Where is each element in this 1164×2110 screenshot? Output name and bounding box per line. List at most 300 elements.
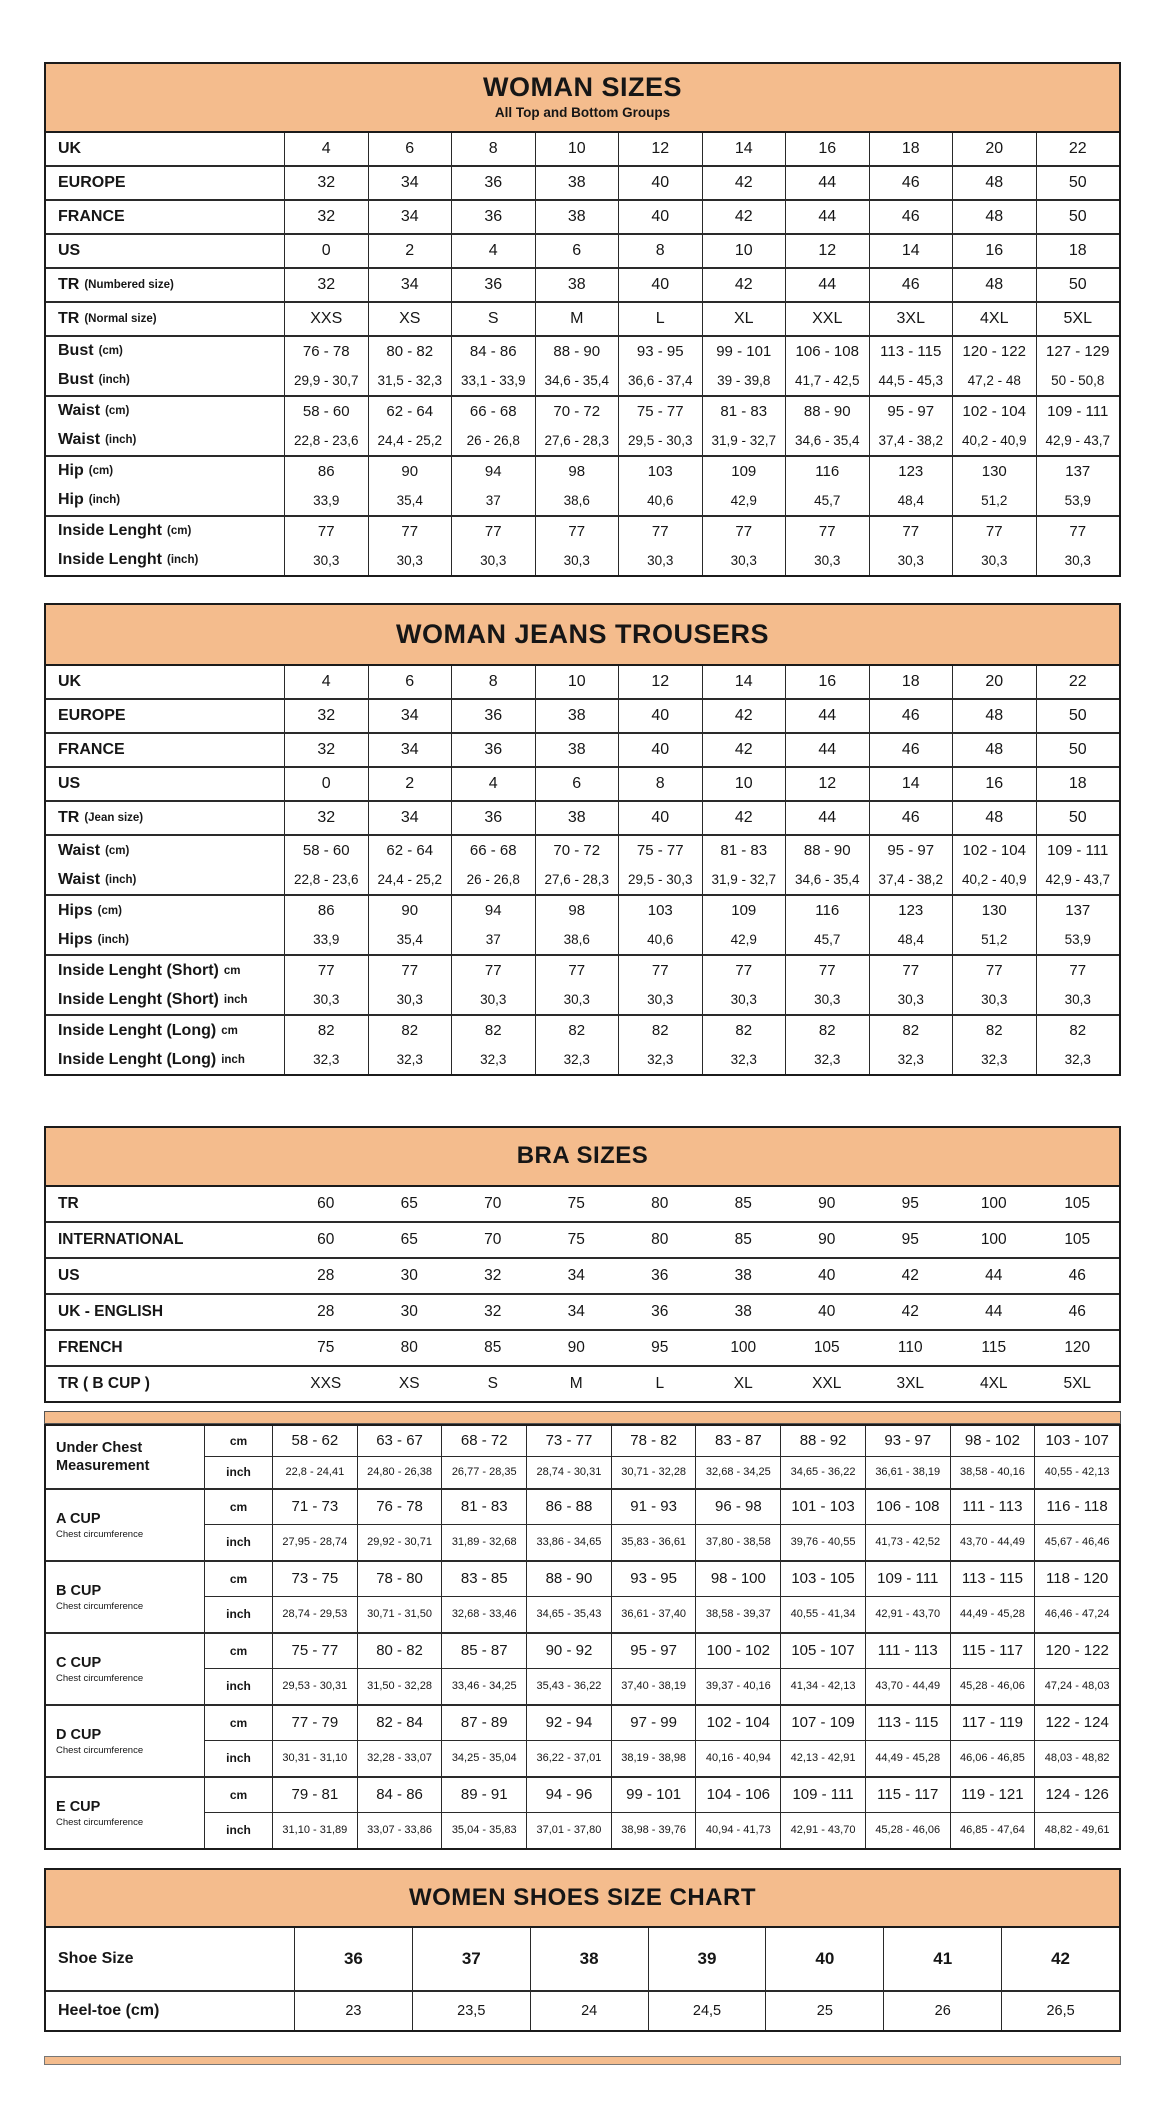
shoe-row-value: 23,5 bbox=[412, 1992, 530, 2030]
measure-row-label-main: Inside Lenght (Short) bbox=[58, 990, 219, 1008]
size-row-value: 50 bbox=[1036, 269, 1120, 301]
bra-row-value: 30 bbox=[400, 1266, 418, 1284]
bra-row-value: 90 bbox=[567, 1338, 585, 1356]
size-row-label bbox=[46, 235, 284, 267]
size-row-value: 14 bbox=[869, 235, 953, 267]
size-row-value: 6 bbox=[535, 235, 619, 267]
size-row-value: XL bbox=[702, 303, 786, 335]
measure-row-value: 40,2 - 40,9 bbox=[952, 426, 1036, 455]
measure-row-value: 30,3 bbox=[368, 985, 452, 1014]
cup-group bbox=[46, 1488, 1119, 1560]
measure-row-value: 30,3 bbox=[869, 985, 953, 1014]
bra-row-value: 34 bbox=[567, 1266, 585, 1284]
size-row-value: 44 bbox=[785, 700, 869, 732]
measure-row-value: 77 bbox=[618, 517, 702, 546]
shoe-row-value: 36 bbox=[294, 1928, 412, 1990]
cup-cm-value: 95 - 97 bbox=[611, 1634, 696, 1669]
size-row-value: 14 bbox=[869, 768, 953, 800]
measure-row bbox=[46, 925, 1119, 954]
measure-row-label bbox=[46, 546, 284, 575]
measure-row-value: 53,9 bbox=[1036, 486, 1120, 515]
cup-inch-value: 34,65 - 36,22 bbox=[780, 1457, 865, 1488]
measure-group bbox=[46, 1014, 1119, 1074]
shoe-row-label-text: Shoe Size bbox=[58, 1950, 134, 1968]
cup-cm-value: 122 - 124 bbox=[1034, 1706, 1119, 1741]
bra-row-value: XXS bbox=[310, 1374, 342, 1392]
measure-row-value: 31,9 - 32,7 bbox=[702, 865, 786, 894]
cup-cm-value: 85 - 87 bbox=[441, 1634, 526, 1669]
size-row-label-main: UK bbox=[58, 139, 82, 157]
measure-row-value: 103 bbox=[618, 457, 702, 486]
size-row bbox=[46, 766, 1119, 800]
size-row-value: 40 bbox=[618, 802, 702, 834]
size-row bbox=[46, 301, 1119, 335]
measure-row-label-unit: (inch) bbox=[105, 873, 137, 886]
measure-row-value: 77 bbox=[451, 956, 535, 985]
size-row-value: 38 bbox=[535, 269, 619, 301]
bra-row-value: XS bbox=[398, 1374, 420, 1392]
measure-row-value: 33,9 bbox=[284, 925, 368, 954]
size-row-value: XXS bbox=[284, 303, 368, 335]
measure-row-value: 34,6 - 35,4 bbox=[785, 426, 869, 455]
shoe-row bbox=[46, 1928, 1119, 1990]
measure-row-value: 82 bbox=[451, 1016, 535, 1045]
measure-row-value: 33,9 bbox=[284, 486, 368, 515]
size-row-label bbox=[46, 269, 284, 301]
size-row-label-main: FRANCE bbox=[58, 207, 125, 225]
bra-row-value: 42 bbox=[901, 1302, 919, 1320]
size-row-label bbox=[46, 700, 284, 732]
bra-row-value: 75 bbox=[567, 1230, 585, 1248]
size-row-label bbox=[46, 201, 284, 233]
shoes-table bbox=[44, 1868, 1121, 2032]
shoe-row-label bbox=[46, 1928, 294, 1990]
cup-inch-value: 38,58 - 40,16 bbox=[950, 1457, 1035, 1488]
cup-inch-value: 45,28 - 46,06 bbox=[865, 1813, 950, 1848]
cup-inch-value: 35,83 - 36,61 bbox=[611, 1525, 696, 1560]
measure-row-value: 27,6 - 28,3 bbox=[535, 865, 619, 894]
measure-row-label bbox=[46, 397, 284, 426]
bra-row-label-text: TR bbox=[58, 1194, 79, 1212]
size-row-value: 42 bbox=[702, 700, 786, 732]
inch-unit-label: inch bbox=[204, 1813, 272, 1848]
measure-row bbox=[46, 426, 1119, 455]
size-row-value: 36 bbox=[451, 700, 535, 732]
size-row-value: 48 bbox=[952, 802, 1036, 834]
measure-row-value: 37 bbox=[451, 486, 535, 515]
size-row-value: 42 bbox=[702, 269, 786, 301]
cup-cm-value: 98 - 102 bbox=[950, 1426, 1035, 1457]
shoe-row-value: 37 bbox=[412, 1928, 530, 1990]
size-row-value: 22 bbox=[1036, 133, 1120, 165]
cup-inch-value: 44,49 - 45,28 bbox=[950, 1597, 1035, 1632]
bra-row-label-text: INTERNATIONAL bbox=[58, 1230, 184, 1248]
measure-row bbox=[46, 486, 1119, 515]
cup-inch-value: 28,74 - 30,31 bbox=[526, 1457, 611, 1488]
bra-row-value: 3XL bbox=[896, 1374, 925, 1392]
measure-row-value: 127 - 129 bbox=[1036, 337, 1120, 366]
cup-inch-value: 30,71 - 32,28 bbox=[611, 1457, 696, 1488]
measure-row-value: 48,4 bbox=[869, 486, 953, 515]
size-row-value: 44 bbox=[785, 269, 869, 301]
measure-row-value: 77 bbox=[785, 517, 869, 546]
measure-row-label-main: Hips bbox=[58, 930, 93, 948]
cup-group-subtitle: Chest circumference bbox=[56, 1600, 144, 1612]
cup-inch-value: 42,13 - 42,91 bbox=[780, 1741, 865, 1776]
size-row-value: 12 bbox=[618, 666, 702, 698]
cup-group-subtitle: Chest circumference bbox=[56, 1672, 144, 1684]
cup-cm-value: 91 - 93 bbox=[611, 1490, 696, 1525]
measure-row-value: 82 bbox=[535, 1016, 619, 1045]
cup-inch-value: 43,70 - 44,49 bbox=[865, 1669, 950, 1704]
measure-group bbox=[46, 954, 1119, 1014]
measure-row-value: 103 bbox=[618, 896, 702, 925]
measure-row-value: 30,3 bbox=[535, 985, 619, 1014]
cup-group-name: Under Chest Measurement bbox=[56, 1439, 150, 1474]
bra-row-value: XL bbox=[733, 1374, 753, 1392]
measure-row-value: 41,7 - 42,5 bbox=[785, 366, 869, 395]
size-row-value: 8 bbox=[451, 133, 535, 165]
measure-row-value: 30,3 bbox=[618, 985, 702, 1014]
cup-inch-value: 46,06 - 46,85 bbox=[950, 1741, 1035, 1776]
size-row-value: 46 bbox=[869, 201, 953, 233]
cup-cm-value: 109 - 111 bbox=[780, 1778, 865, 1813]
shoe-row-value: 24 bbox=[530, 1992, 648, 2030]
measure-row-label bbox=[46, 486, 284, 515]
bra-row-label bbox=[46, 1295, 284, 1329]
bra-row-value: 44 bbox=[985, 1302, 1003, 1320]
cup-inch-value: 38,58 - 39,37 bbox=[695, 1597, 780, 1632]
bra-row-value: 115 bbox=[981, 1338, 1007, 1356]
measure-row-value: 31,5 - 32,3 bbox=[368, 366, 452, 395]
bra-row-value: 4XL bbox=[979, 1374, 1008, 1392]
cup-cm-value: 83 - 87 bbox=[695, 1426, 780, 1457]
cm-unit-label: cm bbox=[204, 1634, 272, 1669]
measure-group bbox=[46, 335, 1119, 395]
cup-inch-value: 36,22 - 37,01 bbox=[526, 1741, 611, 1776]
measure-row-value: 24,4 - 25,2 bbox=[368, 865, 452, 894]
bottom-orange-strip bbox=[44, 2056, 1121, 2065]
bra-row-value: 30 bbox=[400, 1302, 418, 1320]
bra-row-value: 105 bbox=[1064, 1230, 1091, 1248]
size-row-value: 32 bbox=[284, 167, 368, 199]
measure-row-value: 42,9 bbox=[702, 925, 786, 954]
size-row-value: 20 bbox=[952, 133, 1036, 165]
size-row-value: 18 bbox=[1036, 235, 1120, 267]
cup-cm-value: 89 - 91 bbox=[441, 1778, 526, 1813]
size-row-value: 48 bbox=[952, 201, 1036, 233]
cup-cm-value: 87 - 89 bbox=[441, 1706, 526, 1741]
woman-sizes-header bbox=[46, 64, 1119, 133]
measure-row-value: 58 - 60 bbox=[284, 836, 368, 865]
shoe-row-value: 23 bbox=[294, 1992, 412, 2030]
measure-row-label-unit: (cm) bbox=[88, 465, 114, 478]
cup-inch-value: 43,70 - 44,49 bbox=[950, 1525, 1035, 1560]
size-row-value: 10 bbox=[535, 133, 619, 165]
cup-group-subtitle: Chest circumference bbox=[56, 1744, 144, 1756]
measure-row-value: 82 bbox=[869, 1016, 953, 1045]
size-row-value: 32 bbox=[284, 269, 368, 301]
cup-inch-value: 37,01 - 37,80 bbox=[526, 1813, 611, 1848]
size-row-value: 8 bbox=[451, 666, 535, 698]
measure-row-value: 47,2 - 48 bbox=[952, 366, 1036, 395]
size-row-value: 6 bbox=[535, 768, 619, 800]
cup-group-name: E CUP bbox=[56, 1798, 101, 1815]
jeans-rows bbox=[46, 666, 1119, 1074]
bra-row-value: 32 bbox=[484, 1266, 502, 1284]
measure-row-value: 31,9 - 32,7 bbox=[702, 426, 786, 455]
bra-row-label-text: TR ( B CUP ) bbox=[58, 1374, 150, 1392]
measure-row-label-main: Inside Lenght (Short) bbox=[58, 961, 219, 979]
cup-cm-value: 86 - 88 bbox=[526, 1490, 611, 1525]
size-row-value: 16 bbox=[785, 666, 869, 698]
measure-row-value: 93 - 95 bbox=[618, 337, 702, 366]
measure-row-value: 36,6 - 37,4 bbox=[618, 366, 702, 395]
measure-row-label bbox=[46, 896, 284, 925]
bra-row-value: 38 bbox=[734, 1302, 752, 1320]
bra-row-value: 105 bbox=[813, 1338, 840, 1356]
cup-inch-value: 40,55 - 42,13 bbox=[1034, 1457, 1119, 1488]
measure-row-value: 77 bbox=[702, 956, 786, 985]
measure-row-value: 94 bbox=[451, 896, 535, 925]
size-row-value: 44 bbox=[785, 734, 869, 766]
measure-row-value: 77 bbox=[535, 956, 619, 985]
woman-sizes-subtitle: All Top and Bottom Groups bbox=[494, 104, 671, 120]
measure-row-value: 82 bbox=[785, 1016, 869, 1045]
measure-row-label bbox=[46, 925, 284, 954]
shoe-row-value: 24,5 bbox=[648, 1992, 766, 2030]
size-row-value: 0 bbox=[284, 768, 368, 800]
measure-row-label-main: Inside Lenght bbox=[58, 551, 162, 569]
size-row-label-main: UK bbox=[58, 673, 82, 691]
measure-row-value: 77 bbox=[952, 956, 1036, 985]
shoe-row-label bbox=[46, 1992, 294, 2030]
measure-row-value: 42,9 bbox=[702, 486, 786, 515]
measure-row-label-main: Inside Lenght (Long) bbox=[58, 1050, 217, 1068]
bra-row-label bbox=[46, 1187, 284, 1221]
cup-cm-value: 75 - 77 bbox=[272, 1634, 357, 1669]
shoes-title: WOMEN SHOES SIZE CHART bbox=[408, 1883, 756, 1911]
cup-inch-value: 41,73 - 42,52 bbox=[865, 1525, 950, 1560]
measure-row-value: 29,5 - 30,3 bbox=[618, 865, 702, 894]
measure-row-value: 137 bbox=[1036, 896, 1120, 925]
cup-cm-value: 113 - 115 bbox=[865, 1706, 950, 1741]
measure-row-value: 38,6 bbox=[535, 486, 619, 515]
cup-cm-value: 83 - 85 bbox=[441, 1562, 526, 1597]
measure-row-value: 35,4 bbox=[368, 925, 452, 954]
cup-inch-value: 47,24 - 48,03 bbox=[1034, 1669, 1119, 1704]
size-row-value: 36 bbox=[451, 269, 535, 301]
measure-group bbox=[46, 894, 1119, 954]
cup-inch-value: 28,74 - 29,53 bbox=[272, 1597, 357, 1632]
size-row bbox=[46, 732, 1119, 766]
bra-conversion-row bbox=[46, 1329, 1119, 1365]
bra-row-value: 85 bbox=[734, 1230, 752, 1248]
bra-row-value: 28 bbox=[317, 1266, 335, 1284]
measure-row-value: 95 - 97 bbox=[869, 397, 953, 426]
size-row-label-main: EUROPE bbox=[58, 707, 126, 725]
cup-group-name: B CUP bbox=[56, 1582, 102, 1599]
measure-row-label-main: Waist bbox=[58, 841, 101, 859]
cup-inch-value: 33,46 - 34,25 bbox=[441, 1669, 526, 1704]
measure-row bbox=[46, 397, 1119, 426]
cup-cm-value: 78 - 80 bbox=[357, 1562, 442, 1597]
measure-row-value: 109 - 111 bbox=[1036, 397, 1120, 426]
measure-row-value: 30,3 bbox=[1036, 985, 1120, 1014]
size-row-label-main: EUROPE bbox=[58, 173, 126, 191]
size-row-value: 2 bbox=[368, 768, 452, 800]
measure-row-value: 40,6 bbox=[618, 486, 702, 515]
cup-cm-value: 111 - 113 bbox=[950, 1490, 1035, 1525]
cup-inch-value: 29,92 - 30,71 bbox=[357, 1525, 442, 1560]
cup-inch-value: 27,95 - 28,74 bbox=[272, 1525, 357, 1560]
bra-row-value: 34 bbox=[567, 1302, 585, 1320]
measure-row-value: 32,3 bbox=[869, 1045, 953, 1074]
measure-row-value: 102 - 104 bbox=[952, 836, 1036, 865]
size-row-value: 4XL bbox=[952, 303, 1036, 335]
size-row-value: 38 bbox=[535, 201, 619, 233]
measure-row-value: 30,3 bbox=[952, 985, 1036, 1014]
measure-row-value: 44,5 - 45,3 bbox=[869, 366, 953, 395]
size-row-value: 38 bbox=[535, 734, 619, 766]
measure-row-value: 102 - 104 bbox=[952, 397, 1036, 426]
cup-cm-value: 97 - 99 bbox=[611, 1706, 696, 1741]
size-row-value: 32 bbox=[284, 201, 368, 233]
bra-row-value: 120 bbox=[1064, 1338, 1091, 1356]
size-row-value: 16 bbox=[952, 235, 1036, 267]
measure-row-value: 24,4 - 25,2 bbox=[368, 426, 452, 455]
size-row-value: 4 bbox=[284, 666, 368, 698]
size-row bbox=[46, 267, 1119, 301]
bra-row-label bbox=[46, 1223, 284, 1257]
measure-row-value: 32,3 bbox=[702, 1045, 786, 1074]
cup-inch-value: 35,43 - 36,22 bbox=[526, 1669, 611, 1704]
measure-row-value: 30,3 bbox=[535, 546, 619, 575]
bra-row-value: 36 bbox=[651, 1266, 669, 1284]
size-row-value: 3XL bbox=[869, 303, 953, 335]
cup-inch-value: 39,37 - 40,16 bbox=[695, 1669, 780, 1704]
measure-row-value: 86 bbox=[284, 896, 368, 925]
size-row bbox=[46, 233, 1119, 267]
measure-row-value: 48,4 bbox=[869, 925, 953, 954]
size-row-label-unit: (Normal size) bbox=[84, 312, 157, 325]
shoe-row bbox=[46, 1990, 1119, 2030]
size-row-label-main: TR bbox=[58, 275, 80, 293]
measure-row-value: 77 bbox=[702, 517, 786, 546]
bra-row-value: 95 bbox=[901, 1230, 919, 1248]
size-row-value: 10 bbox=[702, 768, 786, 800]
cup-cm-value: 103 - 107 bbox=[1034, 1426, 1119, 1457]
measure-row-value: 37,4 - 38,2 bbox=[869, 426, 953, 455]
measure-row-value: 62 - 64 bbox=[368, 397, 452, 426]
bra-row-value: 32 bbox=[484, 1302, 502, 1320]
measure-row-label bbox=[46, 366, 284, 395]
measure-row-value: 62 - 64 bbox=[368, 836, 452, 865]
measure-row-label bbox=[46, 457, 284, 486]
measure-row-value: 77 bbox=[535, 517, 619, 546]
measure-row-value: 45,7 bbox=[785, 486, 869, 515]
size-row bbox=[46, 666, 1119, 698]
bra-row-value: XXL bbox=[812, 1374, 842, 1392]
size-row-value: 32 bbox=[284, 802, 368, 834]
size-row-value: 40 bbox=[618, 167, 702, 199]
bra-row-value: 75 bbox=[567, 1194, 585, 1212]
size-row bbox=[46, 133, 1119, 165]
measure-row-label-unit: (cm) bbox=[167, 525, 192, 538]
bra-table bbox=[44, 1126, 1121, 1849]
size-row-value: 34 bbox=[368, 802, 452, 834]
cup-inch-value: 42,91 - 43,70 bbox=[865, 1597, 950, 1632]
measure-row-label-unit: (cm) bbox=[105, 844, 130, 857]
size-row-value: 8 bbox=[618, 235, 702, 267]
measure-row-label-main: Waist bbox=[58, 870, 101, 888]
measure-row-value: 94 bbox=[451, 457, 535, 486]
bra-row-value: 80 bbox=[651, 1194, 669, 1212]
inch-unit-label: inch bbox=[204, 1525, 272, 1560]
measure-row-value: 82 bbox=[702, 1016, 786, 1045]
measure-row-value: 70 - 72 bbox=[535, 836, 619, 865]
cup-group-label bbox=[46, 1778, 204, 1848]
cup-cm-value: 88 - 92 bbox=[780, 1426, 865, 1457]
bra-row-value: 80 bbox=[400, 1338, 418, 1356]
measure-row-value: 82 bbox=[952, 1016, 1036, 1045]
measure-row-value: 58 - 60 bbox=[284, 397, 368, 426]
bra-row-value: 100 bbox=[730, 1338, 757, 1356]
measure-row-label bbox=[46, 1045, 284, 1074]
measure-row-value: 53,9 bbox=[1036, 925, 1120, 954]
bra-cup-table bbox=[44, 1424, 1121, 1850]
cup-cm-value: 77 - 79 bbox=[272, 1706, 357, 1741]
size-row-value: 50 bbox=[1036, 734, 1120, 766]
measure-row-value: 81 - 83 bbox=[702, 397, 786, 426]
size-row-value: 4 bbox=[451, 768, 535, 800]
size-row-value: 4 bbox=[284, 133, 368, 165]
size-row-value: 40 bbox=[618, 734, 702, 766]
size-row-value: 46 bbox=[869, 269, 953, 301]
bra-row-value: 65 bbox=[400, 1230, 418, 1248]
cm-unit-label: cm bbox=[204, 1778, 272, 1813]
size-row-value: 38 bbox=[535, 167, 619, 199]
measure-row-label-unit: (cm) bbox=[98, 345, 123, 358]
measure-row bbox=[46, 457, 1119, 486]
bra-row-value: 40 bbox=[818, 1302, 836, 1320]
measure-row-value: 30,3 bbox=[785, 546, 869, 575]
bra-row-value: 40 bbox=[818, 1266, 836, 1284]
size-row-label bbox=[46, 167, 284, 199]
size-row-value: 46 bbox=[869, 802, 953, 834]
measure-row-label-main: Waist bbox=[58, 402, 101, 420]
measure-row-value: 77 bbox=[1036, 517, 1120, 546]
bra-row-value: 28 bbox=[317, 1302, 335, 1320]
size-row-value: 48 bbox=[952, 700, 1036, 732]
measure-row-value: 29,5 - 30,3 bbox=[618, 426, 702, 455]
jeans-table bbox=[44, 603, 1121, 1077]
measure-row-value: 75 - 77 bbox=[618, 836, 702, 865]
cup-cm-value: 71 - 73 bbox=[272, 1490, 357, 1525]
size-row-value: 42 bbox=[702, 201, 786, 233]
woman-sizes-table bbox=[44, 62, 1121, 577]
cup-inch-value: 26,77 - 28,35 bbox=[441, 1457, 526, 1488]
cup-cm-value: 78 - 82 bbox=[611, 1426, 696, 1457]
bra-row-value: 85 bbox=[734, 1194, 752, 1212]
measure-row-label bbox=[46, 426, 284, 455]
cup-inch-value: 34,65 - 35,43 bbox=[526, 1597, 611, 1632]
shoe-row-value: 39 bbox=[648, 1928, 766, 1990]
measure-row-value: 90 bbox=[368, 896, 452, 925]
cup-group-name: A CUP bbox=[56, 1510, 101, 1527]
measure-row-value: 88 - 90 bbox=[785, 836, 869, 865]
measure-row-value: 99 - 101 bbox=[702, 337, 786, 366]
